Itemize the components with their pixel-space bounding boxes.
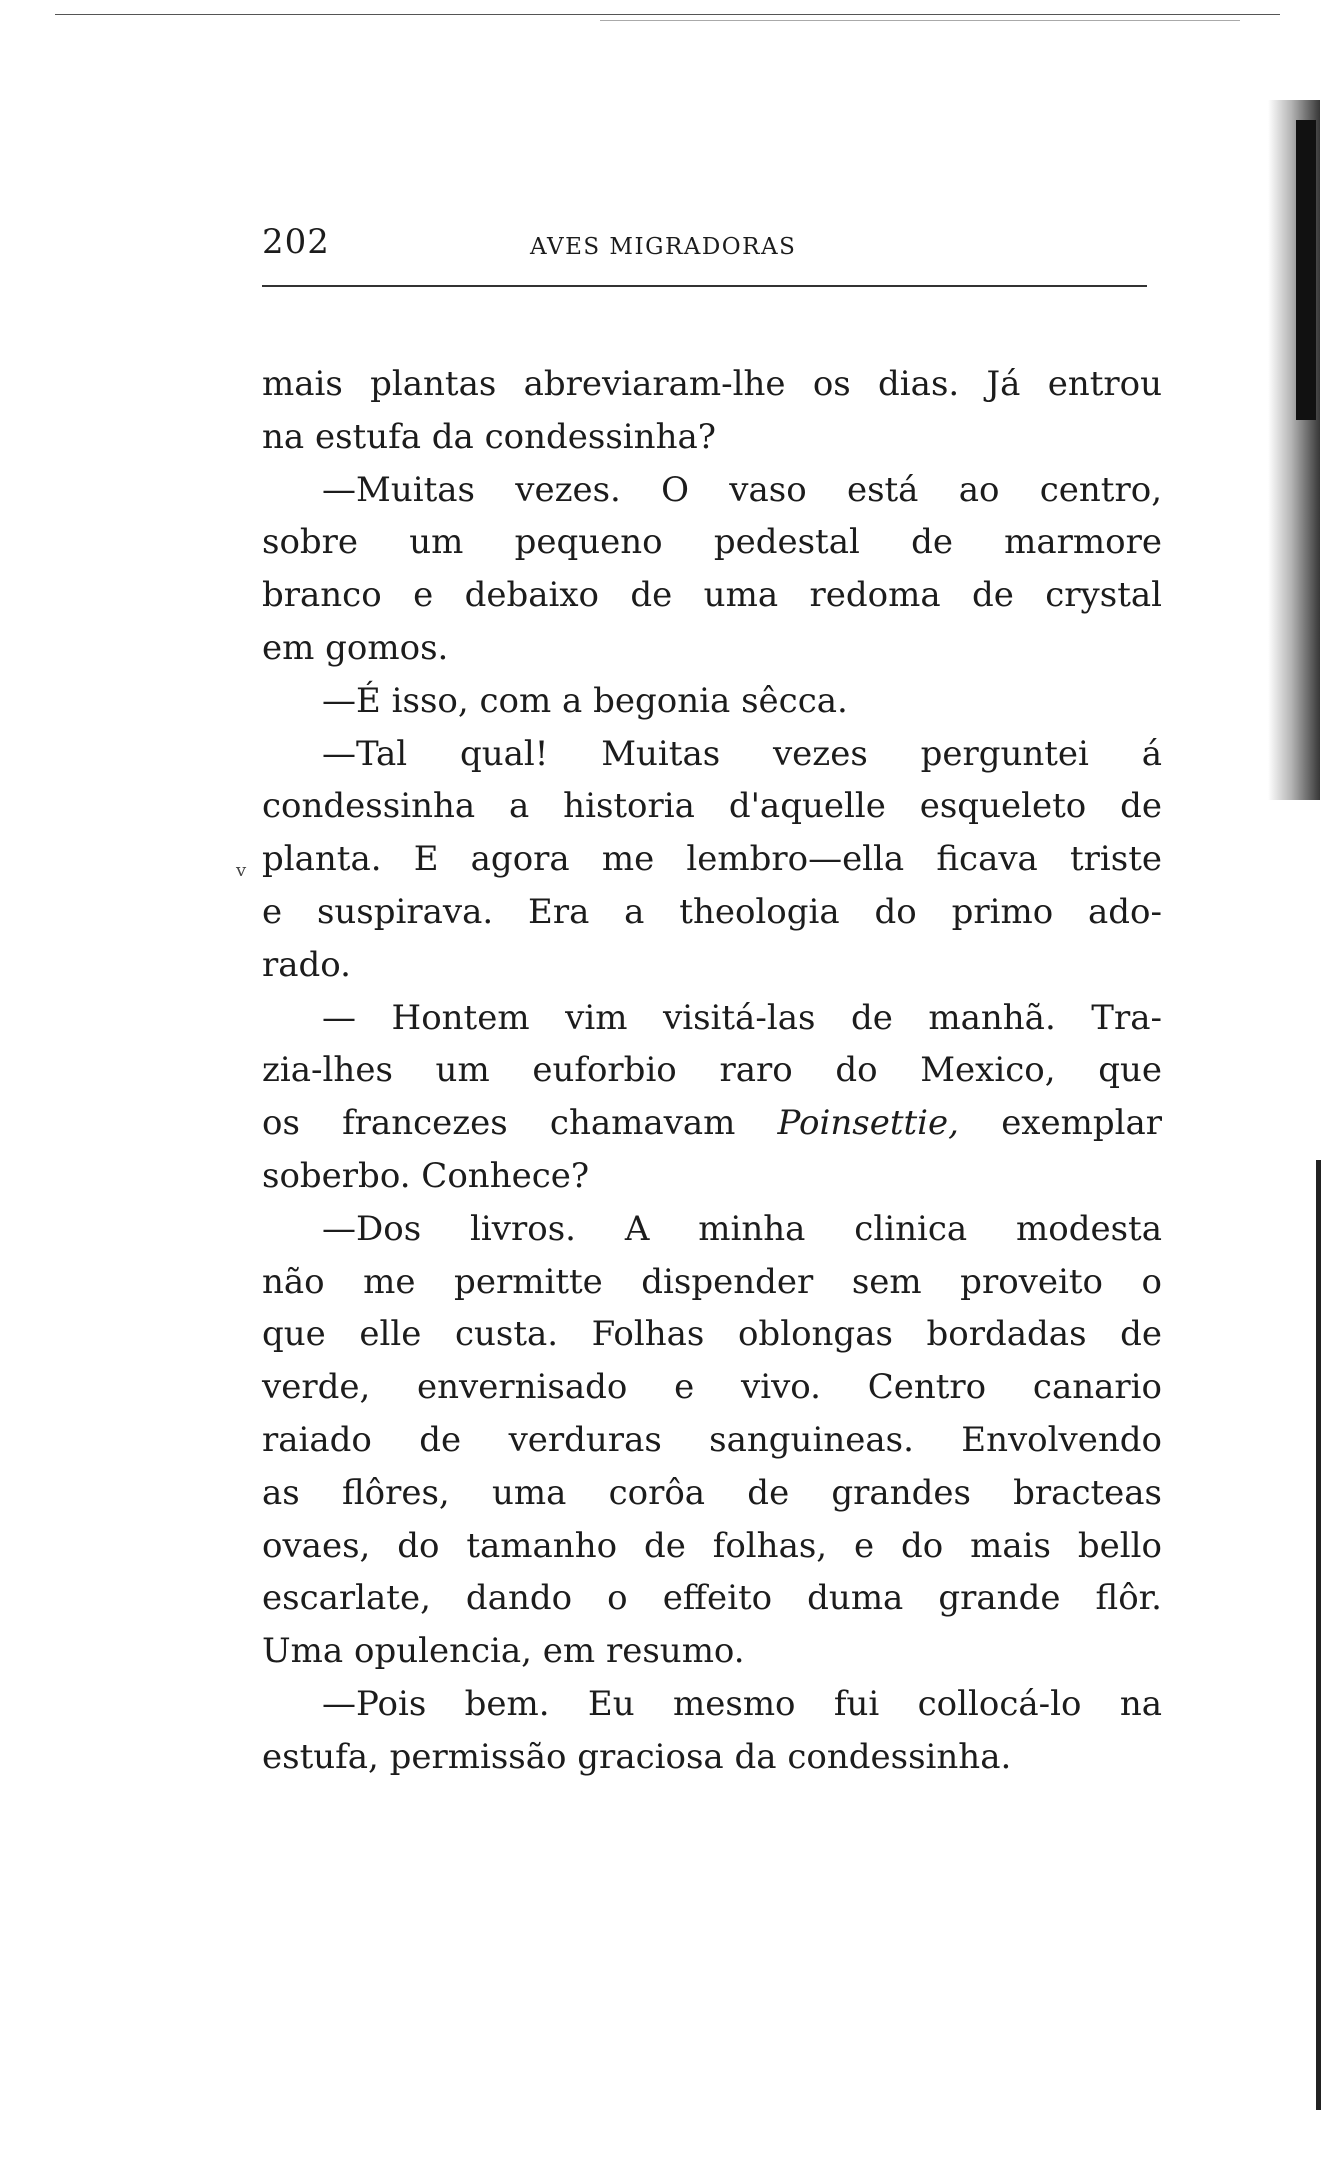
text-line: estufa, permissão graciosa da condessinha. bbox=[262, 1736, 1012, 1777]
text-line: ovaes, do tamanho de folhas, e do mais bello bbox=[262, 1525, 1162, 1566]
text-line: em gomos. bbox=[262, 627, 449, 668]
page-number: 202 bbox=[262, 222, 330, 262]
text-line: sobre um pequeno pedestal de marmore bbox=[262, 522, 1162, 563]
running-head bbox=[262, 222, 1162, 270]
text-line: rado. bbox=[262, 944, 351, 985]
text-line: condessinha a historia d'aquelle esqueleto de bbox=[262, 786, 1162, 827]
text-line: —Tal qual! Muitas vezes perguntei á bbox=[322, 733, 1162, 774]
text-line: na estufa da condessinha? bbox=[262, 416, 716, 457]
margin-mark: v bbox=[236, 860, 247, 881]
scan-top-rule bbox=[55, 14, 1280, 15]
text-line: — Hontem vim visitá-las de manhã. Tra- bbox=[322, 997, 1162, 1038]
text-line: —Dos livros. A minha clinica modesta bbox=[322, 1208, 1162, 1249]
text-line: branco e debaixo de uma redoma de crystal bbox=[262, 575, 1162, 616]
text-line: —É isso, com a begonia sêcca. bbox=[322, 680, 848, 721]
text-line: e suspirava. Era a theologia do primo ado- bbox=[262, 891, 1162, 932]
text-line: Uma opulencia, em resumo. bbox=[262, 1631, 745, 1672]
text-line: —Muitas vezes. O vaso está ao centro, bbox=[322, 469, 1162, 510]
text-line-italic bbox=[262, 1097, 1162, 1150]
text-line: escarlate, dando o effeito duma grande flôr. bbox=[262, 1578, 1162, 1619]
text-segment: os francezes chamavam bbox=[262, 1103, 736, 1144]
page-right-edge bbox=[1316, 1160, 1321, 2110]
running-title: AVES MIGRADORAS bbox=[530, 234, 797, 260]
body-text bbox=[262, 358, 1162, 1784]
text-segment: exemplar bbox=[1001, 1103, 1163, 1144]
italic-term: Poinsettie, bbox=[777, 1103, 959, 1144]
text-line: mais plantas abreviaram-lhe os dias. Já entrou bbox=[262, 364, 1162, 404]
header-rule bbox=[262, 285, 1147, 287]
scan-top-rule-secondary bbox=[600, 20, 1240, 21]
text-line: soberbo. Conhece? bbox=[262, 1155, 590, 1196]
text-line: zia-lhes um euforbio raro do Mexico, que bbox=[262, 1050, 1162, 1091]
text-line: não me permitte dispender sem proveito o bbox=[262, 1261, 1162, 1302]
text-line: as flôres, uma corôa de grandes bracteas bbox=[262, 1472, 1162, 1513]
text-line: raiado de verduras sanguineas. Envolvendo bbox=[262, 1419, 1162, 1460]
text-line: que elle custa. Folhas oblongas bordadas de bbox=[262, 1314, 1162, 1355]
text-line: —Pois bem. Eu mesmo fui collocá-lo na bbox=[322, 1683, 1162, 1724]
text-line: planta. E agora me lembro—ella ficava triste bbox=[262, 839, 1162, 880]
binding-dark-edge bbox=[1296, 120, 1316, 420]
text-line: verde, envernisado e vivo. Centro canario bbox=[262, 1367, 1162, 1408]
